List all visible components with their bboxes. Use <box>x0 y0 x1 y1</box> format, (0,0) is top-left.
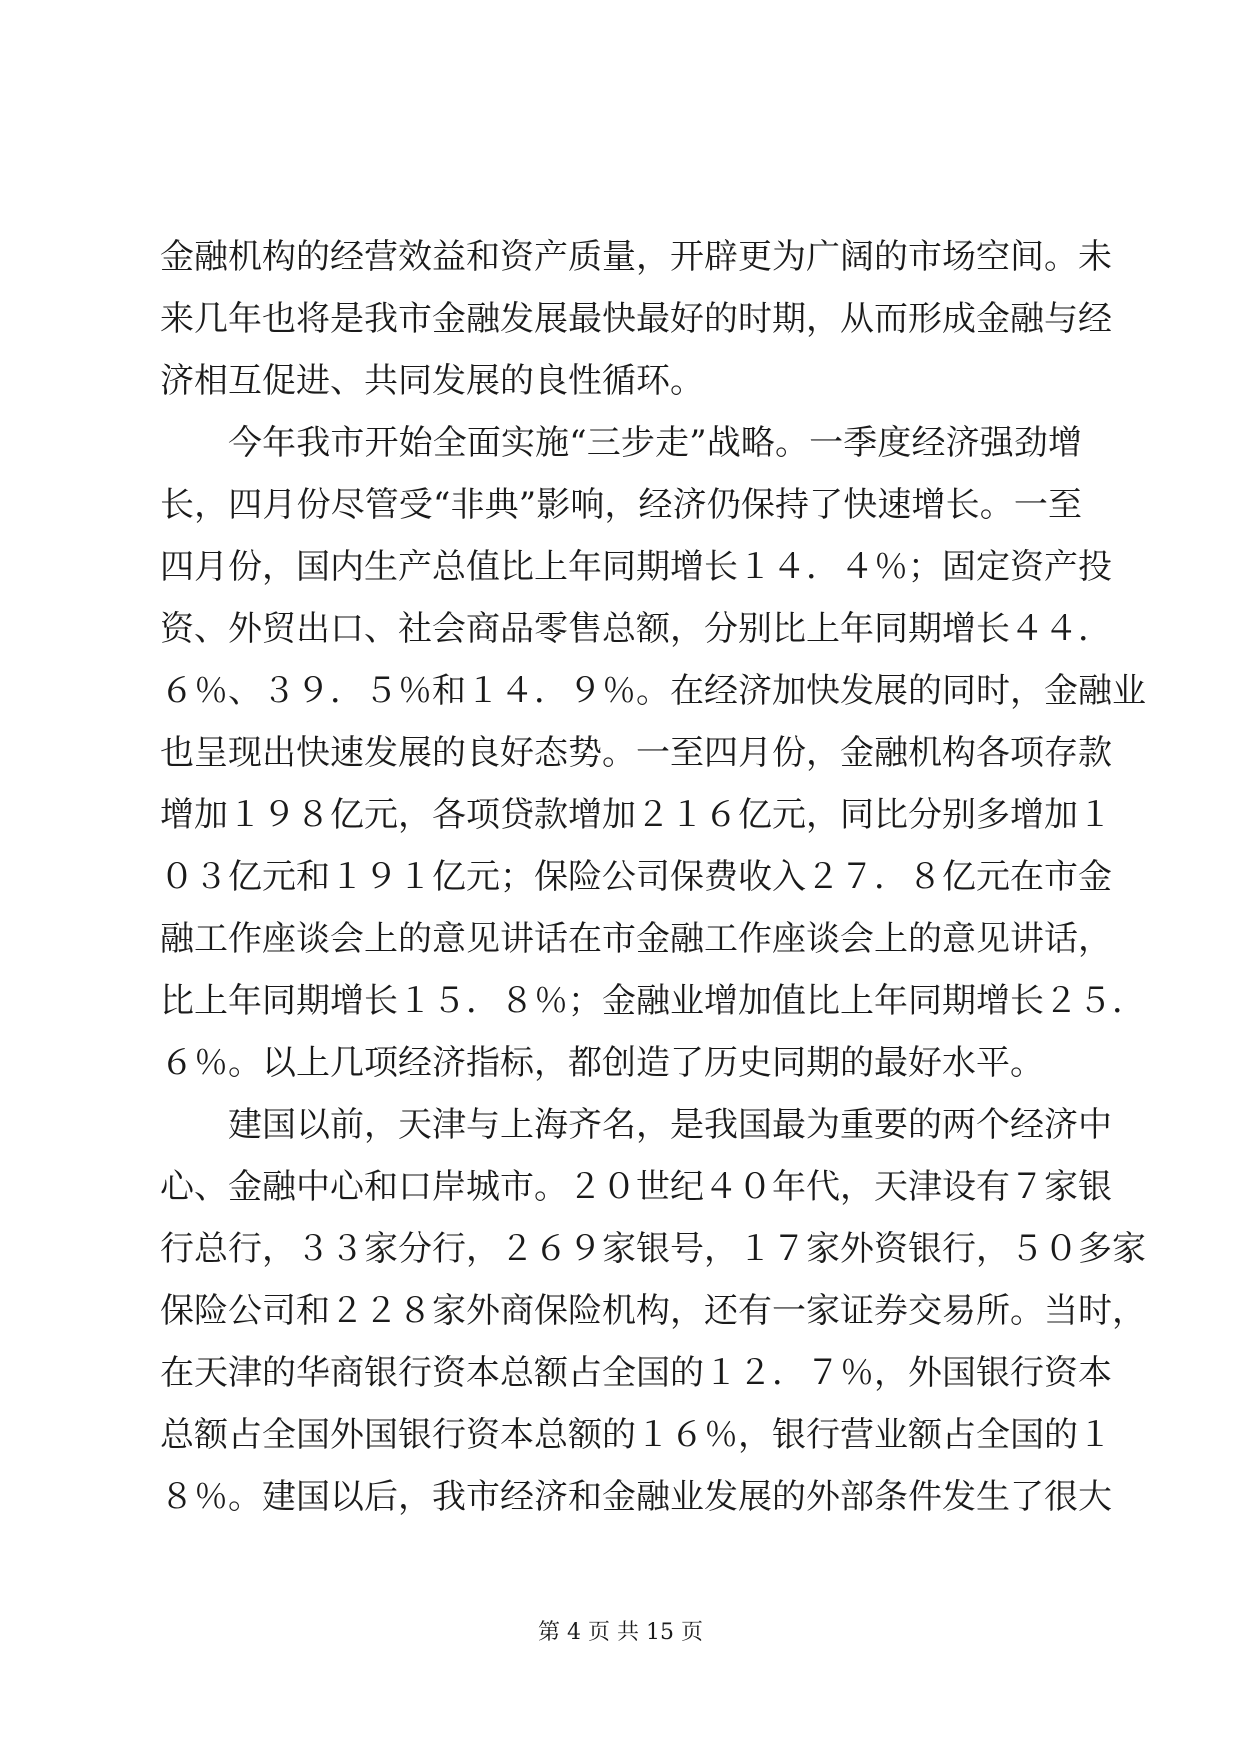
text-line: 资、外贸出口、社会商品零售总额，分别比上年同期增长４４． <box>160 609 1112 649</box>
text-line: 金融机构的经营效益和资产质量，开辟更为广阔的市场空间。未 <box>160 237 1112 277</box>
paragraph <box>160 1094 1146 1528</box>
text-line: 今年我市开始全面实施“三步走”战略。一季度经济强劲增 <box>228 423 1082 463</box>
text-line: 增加１９８亿元，各项贷款增加２１６亿元，同比分别多增加１ <box>160 795 1112 835</box>
text-line: 济相互促进、共同发展的良性循环。 <box>160 361 704 401</box>
text-line: ６％。以上几项经济指标，都创造了历史同期的最好水平。 <box>160 1043 1044 1083</box>
document-body <box>160 226 1146 1528</box>
text-line: 也呈现出快速发展的良好态势。一至四月份，金融机构各项存款 <box>160 733 1112 773</box>
text-line: 建国以前，天津与上海齐名，是我国最为重要的两个经济中 <box>228 1105 1112 1145</box>
text-line: 四月份，国内生产总值比上年同期增长１４．４％；固定资产投 <box>160 547 1112 587</box>
text-line: 总额占全国外国银行资本总额的１６％，银行营业额占全国的１ <box>160 1415 1112 1455</box>
paragraph <box>160 412 1146 1094</box>
paragraph <box>160 226 1112 412</box>
text-line: 长，四月份尽管受“非典”影响，经济仍保持了快速增长。一至 <box>160 485 1082 525</box>
text-line: 在天津的华商银行资本总额占全国的１２．７％，外国银行资本 <box>160 1353 1112 1393</box>
page-number-footer: 第 4 页 共 15 页 <box>538 1620 703 1645</box>
text-line: 心、金融中心和口岸城市。２０世纪４０年代，天津设有７家银 <box>160 1167 1112 1207</box>
text-line: ８％。建国以后，我市经济和金融业发展的外部条件发生了很大 <box>160 1477 1112 1517</box>
text-line: 融工作座谈会上的意见讲话在市金融工作座谈会上的意见讲话， <box>160 919 1112 959</box>
text-line: 比上年同期增长１５．８％；金融业增加值比上年同期增长２５． <box>160 981 1146 1021</box>
text-line: 来几年也将是我市金融发展最快最好的时期，从而形成金融与经 <box>160 299 1112 339</box>
text-line: 保险公司和２２８家外商保险机构，还有一家证券交易所。当时， <box>160 1291 1146 1331</box>
text-line: ０３亿元和１９１亿元；保险公司保费收入２７．８亿元在市金 <box>160 857 1112 897</box>
text-line: ６％、３９．５％和１４．９％。在经济加快发展的同时，金融业 <box>160 671 1146 711</box>
text-line: 行总行，３３家分行，２６９家银号，１７家外资银行，５０多家 <box>160 1229 1146 1269</box>
